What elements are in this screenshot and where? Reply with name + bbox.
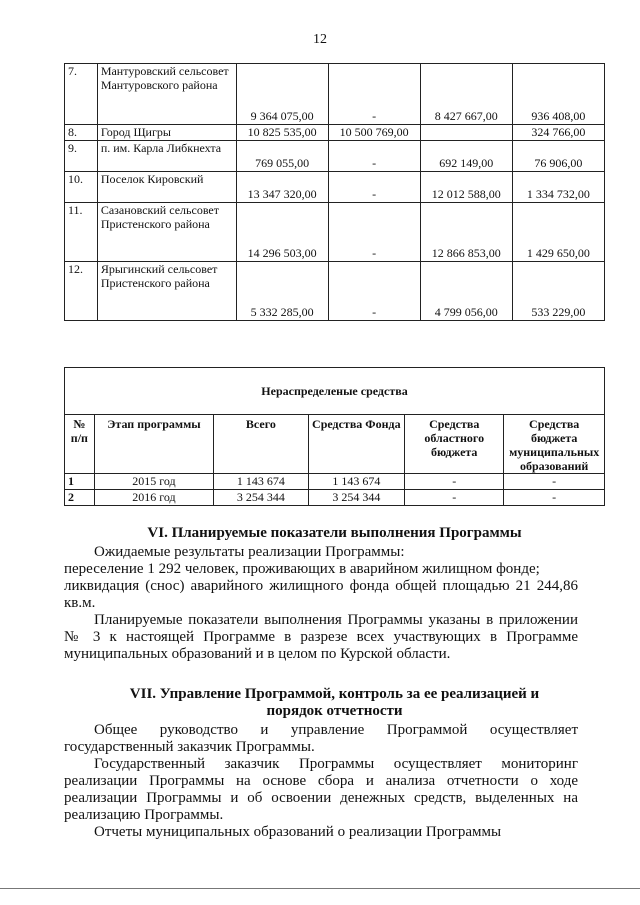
table-row (65, 64, 605, 125)
column-header: Этап программы (94, 415, 213, 474)
amount-cell: 1 429 650,00 (512, 203, 604, 262)
table-row (65, 474, 605, 490)
amount-cell: 5 332 285,00 (236, 262, 328, 321)
municipality-name: Ярыгинский сельсовет Пристенского района (97, 262, 236, 321)
amount-cell: - (328, 203, 420, 262)
table-cell: 1 143 674 (214, 474, 308, 490)
unallocated-funds-table (64, 367, 605, 506)
paragraph: Ожидаемые результаты реализации Программы: (94, 544, 405, 560)
amount-cell: 769 055,00 (236, 141, 328, 172)
table-cell: - (504, 490, 605, 506)
paragraph: Государственный заказчик Программы осуществляет мониторинг реализации Программы на основе сбора и анализа отчетности о ходе реализации Программы и об освоении денежных средств, выделенных на реализацию Программы. (64, 756, 578, 823)
amount-cell: 4 799 056,00 (420, 262, 512, 321)
table-cell: - (405, 490, 504, 506)
paragraph: Планируемые показатели выполнения Программы указаны в приложении № 3 к настоящей Программе в разрезе всех участвующих в Программе муниципальных образований и в целом по Курской области. (64, 612, 578, 662)
table-cell: - (504, 474, 605, 490)
row-number: 10. (65, 172, 98, 203)
amount-cell: 10 500 769,00 (328, 125, 420, 141)
amount-cell: 9 364 075,00 (236, 64, 328, 125)
amount-cell: 12 866 853,00 (420, 203, 512, 262)
table-row (65, 141, 605, 172)
amount-cell: 324 766,00 (512, 125, 604, 141)
row-number: 11. (65, 203, 98, 262)
section-6-heading: VI. Планируемые показатели выполнения Программы (147, 525, 522, 541)
amount-cell: 10 825 535,00 (236, 125, 328, 141)
row-number: 7. (65, 64, 98, 125)
table-cell: 2 (65, 490, 95, 506)
column-header: Всего (214, 415, 308, 474)
table-row (65, 125, 605, 141)
amount-cell: 14 296 503,00 (236, 203, 328, 262)
paragraph: переселение 1 292 человек, проживающих в аварийном жилищном фонде; (64, 561, 540, 577)
paragraph: Отчеты муниципальных образований о реализации Программы (94, 824, 502, 840)
amount-cell: 1 334 732,00 (512, 172, 604, 203)
row-number: 12. (65, 262, 98, 321)
table-cell: 2015 год (94, 474, 213, 490)
amount-cell: 8 427 667,00 (420, 64, 512, 125)
table-cell: 3 254 344 (214, 490, 308, 506)
municipality-name: Сазановский сельсовет Пристенского района (97, 203, 236, 262)
municipality-name: Мантуровский сельсовет Мантуровского района (97, 64, 236, 125)
funding-table (64, 63, 605, 321)
municipality-name: п. им. Карла Либкнехта (97, 141, 236, 172)
page-edge-line (0, 888, 640, 889)
page-number: 12 (313, 32, 327, 47)
section-6-body (64, 544, 578, 663)
column-header: Средства областного бюджета (405, 415, 504, 474)
column-header: № п/п (65, 415, 95, 474)
amount-cell: 692 149,00 (420, 141, 512, 172)
table-row (65, 172, 605, 203)
amount-cell: 533 229,00 (512, 262, 604, 321)
table-row (65, 203, 605, 262)
table-row (65, 490, 605, 506)
row-number: 9. (65, 141, 98, 172)
heading-line: порядок отчетности (266, 703, 403, 719)
column-header: Средства бюджета муниципальных образований (504, 415, 605, 474)
heading-line: VII. Управление Программой, контроль за ее реализацией и (129, 686, 540, 702)
table-caption: Нераспределеные средства (65, 368, 605, 415)
amount-cell: 936 408,00 (512, 64, 604, 125)
section-7-body (64, 722, 578, 841)
column-header: Средства Фонда (308, 415, 405, 474)
table-cell: 1 (65, 474, 95, 490)
amount-cell: - (328, 64, 420, 125)
section-7-heading (64, 686, 605, 720)
amount-cell: - (328, 262, 420, 321)
municipality-name: Город Щигры (97, 125, 236, 141)
row-number: 8. (65, 125, 98, 141)
amount-cell: 13 347 320,00 (236, 172, 328, 203)
table-cell: 2016 год (94, 490, 213, 506)
municipality-name: Поселок Кировский (97, 172, 236, 203)
table-cell: 1 143 674 (308, 474, 405, 490)
amount-cell: - (328, 172, 420, 203)
table-row (65, 262, 605, 321)
table-cell: 3 254 344 (308, 490, 405, 506)
amount-cell: - (328, 141, 420, 172)
amount-cell: 76 906,00 (512, 141, 604, 172)
amount-cell: 12 012 588,00 (420, 172, 512, 203)
table-cell: - (405, 474, 504, 490)
paragraph: Общее руководство и управление Программой осуществляет государственный заказчик Программы. (64, 722, 578, 755)
paragraph: ликвидация (снос) аварийного жилищного фонда общей площадью 21 244,86 кв.м. (64, 578, 578, 611)
amount-cell (420, 125, 512, 141)
